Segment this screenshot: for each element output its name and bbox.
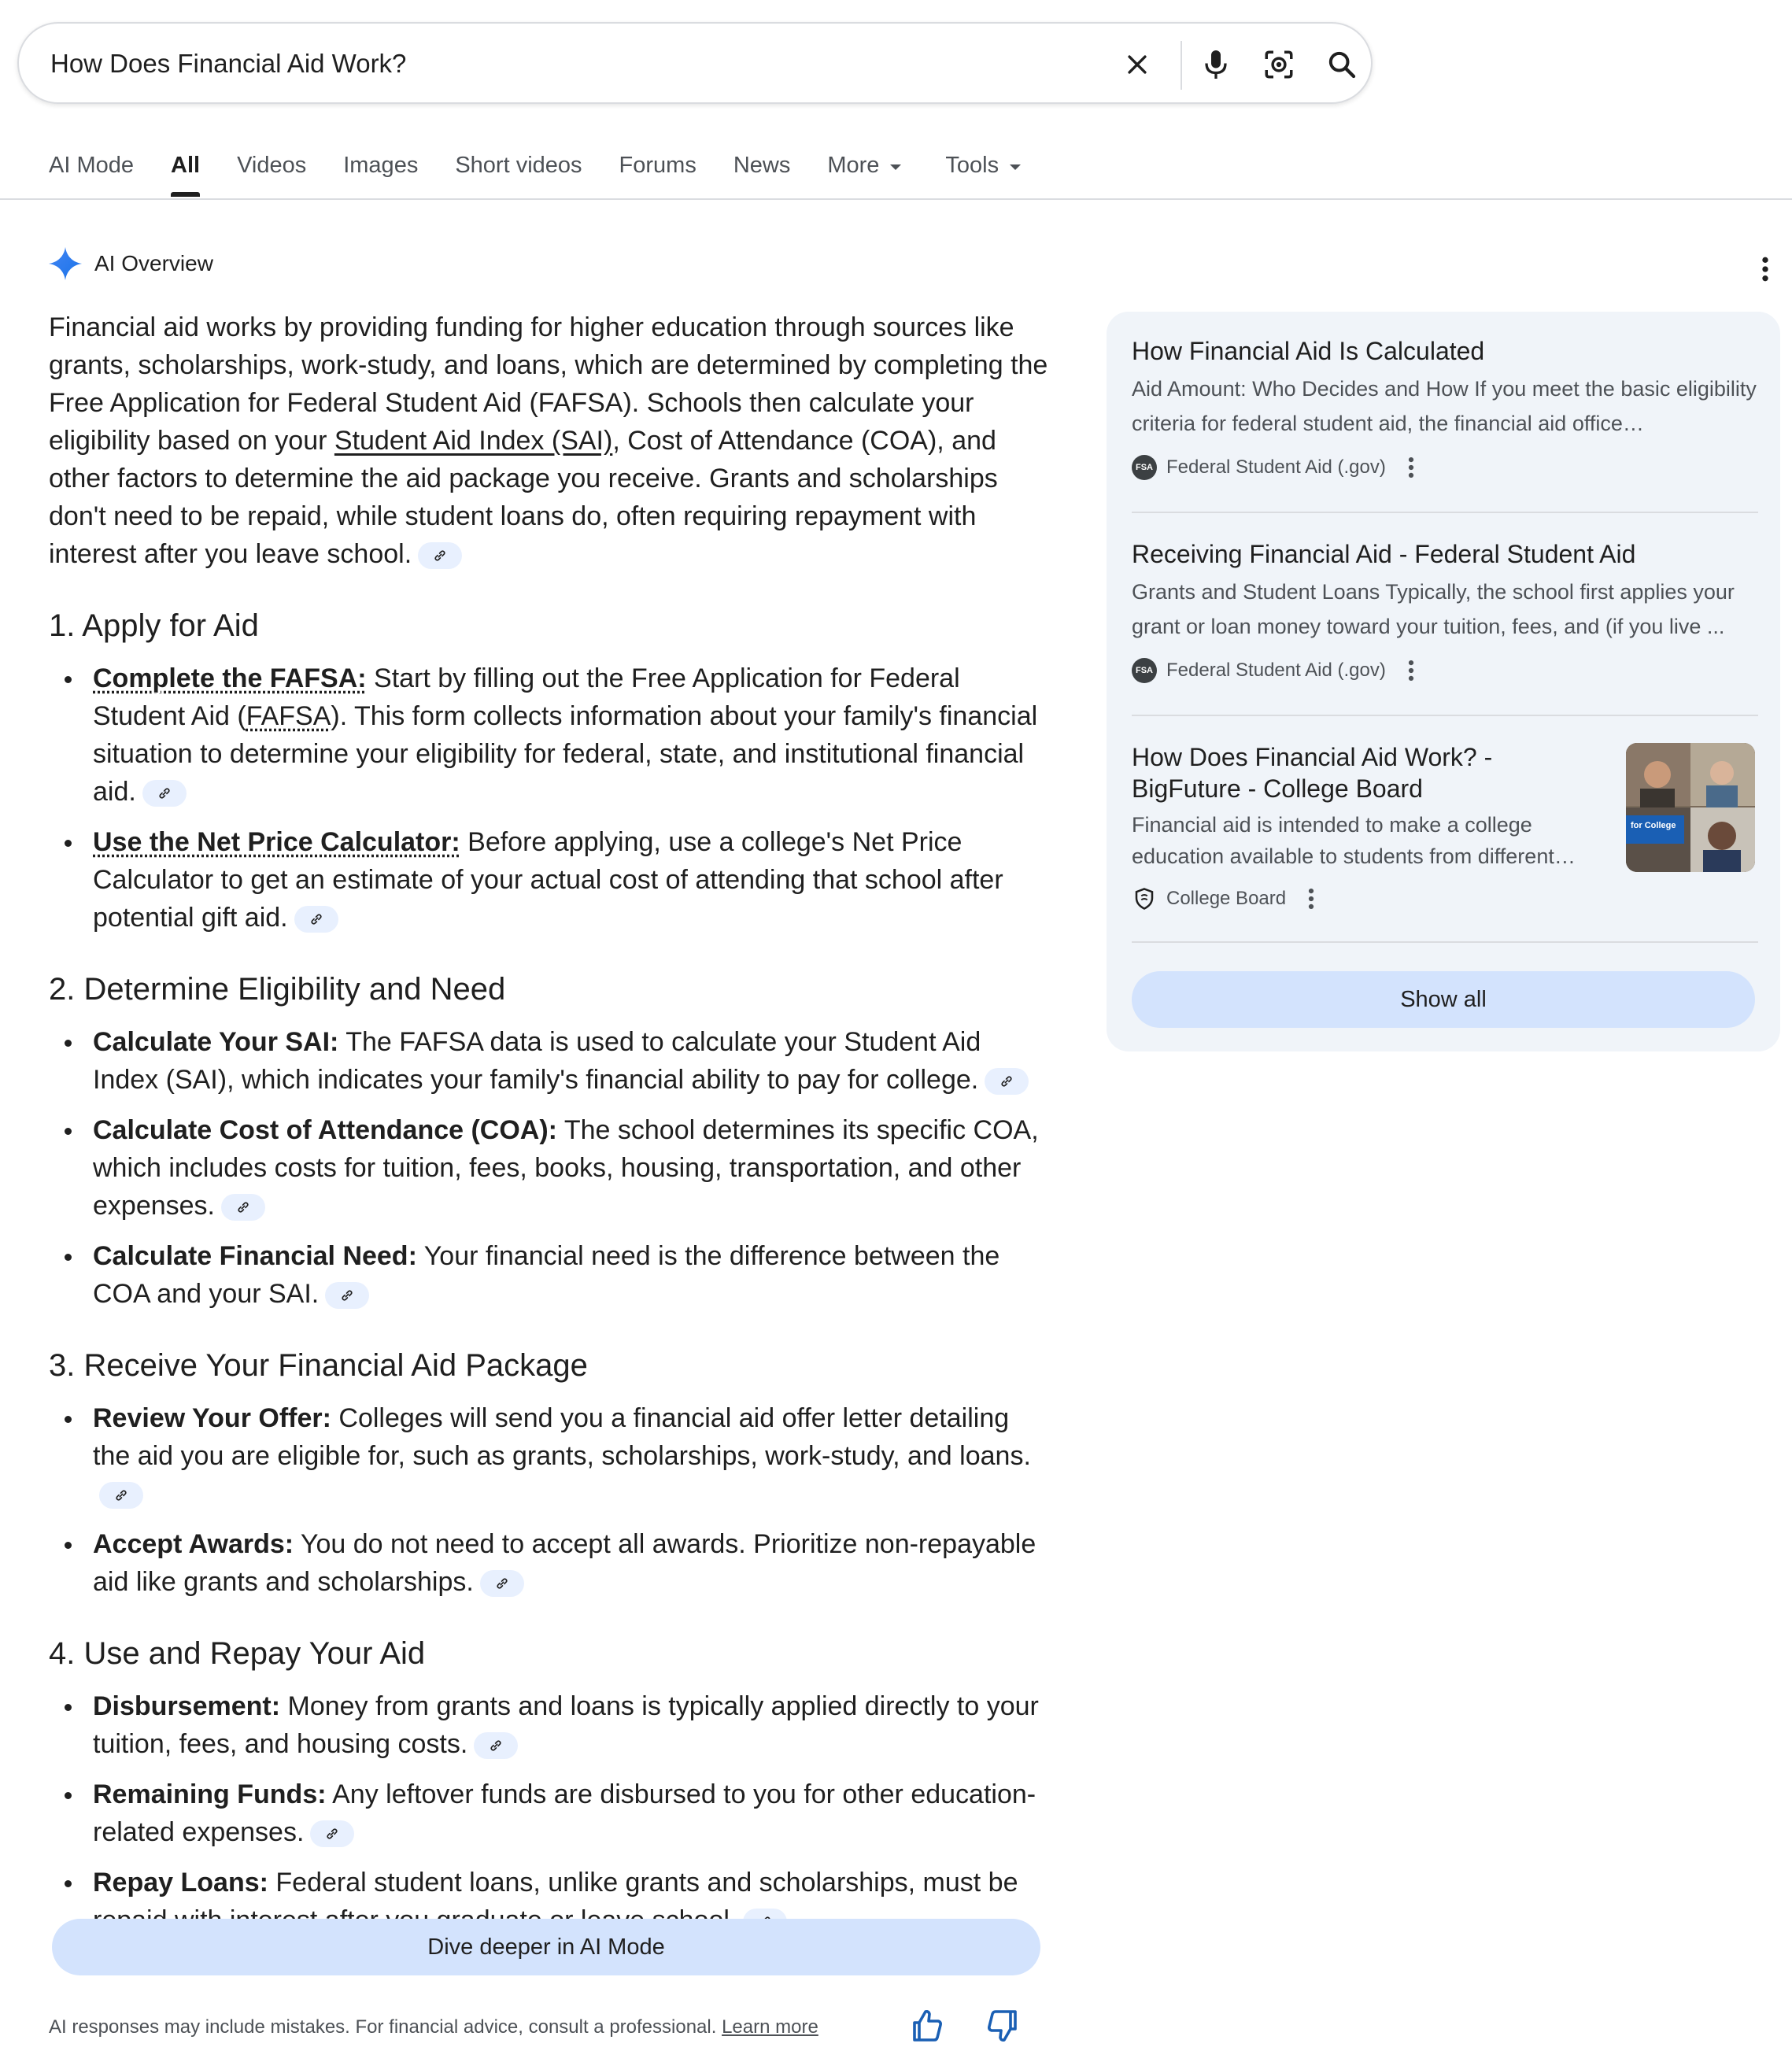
source-card[interactable]	[1132, 741, 1604, 915]
thumbnail-caption: for College	[1631, 821, 1676, 830]
term-link[interactable]: Complete the FAFSA:	[93, 663, 367, 693]
video-thumbnail[interactable]	[1626, 743, 1755, 872]
source-divider	[1132, 512, 1758, 513]
list-item: Remaining Funds: Any leftover funds are disbursed to you for other education-related expenses.	[49, 1776, 1048, 1851]
source-site: Federal Student Aid (.gov)	[1166, 456, 1386, 478]
source-snippet: Financial aid is intended to make a college education available to students from different…	[1132, 813, 1576, 868]
term-label: Disbursement:	[93, 1691, 281, 1721]
citation-link-icon[interactable]	[418, 542, 462, 569]
section-heading: 1. Apply for Aid	[49, 608, 259, 643]
fafsa-link[interactable]: FAFSA	[246, 701, 331, 731]
term-label: Review Your Offer:	[93, 1403, 331, 1433]
citation-link-icon[interactable]	[474, 1732, 518, 1759]
source-title[interactable]: Receiving Financial Aid - Federal Student Aid	[1132, 540, 1636, 568]
section-list	[49, 1399, 1048, 1601]
dive-deeper-button[interactable]: Dive deeper in AI Mode	[52, 1919, 1040, 1975]
source-title[interactable]: How Financial Aid Is Calculated	[1132, 337, 1485, 365]
source-meta	[1132, 655, 1758, 686]
source-title[interactable]: How Does Financial Aid Work? - BigFuture - College Board	[1132, 743, 1493, 803]
section-heading: 3. Receive Your Financial Aid Package	[49, 1348, 588, 1383]
tab-news[interactable]: News	[733, 153, 791, 178]
citation-link-icon[interactable]	[310, 1820, 354, 1847]
citation-link-icon[interactable]	[294, 906, 338, 933]
search-divider	[1181, 41, 1182, 90]
tab-all[interactable]: All	[171, 134, 200, 197]
citation-link-icon[interactable]	[985, 1068, 1029, 1095]
thumbs-up-icon[interactable]	[908, 2007, 946, 2045]
list-item: Complete the FAFSA: Start by filling out the Free Application for Federal Student Aid (FAFSA). This form collects information about your family's financial situation to determine your eligibility for federal, state, and institutional financial aid.	[49, 660, 1048, 811]
overview-intro: Financial aid works by providing funding for higher education through sources like grants, scholarships, work-study, and loans, which are determined by completing the Free Application for Federal Student Aid (FAFSA). Schools then calculate your eligibility based on your Student Aid Index (SAI), Cost of Attendance (COA), and other factors to determine the aid package you receive. Grants and scholarships don't need to be repaid, while student loans do, often requiring repayment with interest after you leave school.	[49, 312, 1048, 569]
ai-disclaimer: AI responses may include mistakes. For financial advice, consult a professional. Learn more	[49, 2016, 818, 2038]
tab-short-videos[interactable]: Short videos	[455, 153, 582, 178]
section-heading: 4. Use and Repay Your Aid	[49, 1636, 426, 1671]
list-item: Repay Loans: Federal student loans, unlike grants and scholarships, must be	[49, 1864, 1048, 1939]
list-item: Calculate Financial Need: Your financial need is the difference between the COA and your SAI.	[49, 1237, 1048, 1313]
citation-link-icon[interactable]	[221, 1194, 265, 1221]
list-item: Disbursement: Money from grants and loans is typically applied directly to your tuition, fees, and housing costs.	[49, 1687, 1048, 1763]
search-input[interactable]	[50, 41, 1089, 87]
source-snippet: Grants and Student Loans Typically, the school first applies your grant or loan money toward your tuition, fees, and (if you live ...	[1132, 580, 1735, 638]
more-options-icon[interactable]	[1403, 454, 1419, 481]
source-site: Federal Student Aid (.gov)	[1166, 660, 1386, 681]
section-list	[49, 1023, 1048, 1313]
tab-ai-mode[interactable]: AI Mode	[49, 153, 134, 178]
search-bar	[17, 22, 1373, 104]
citation-link-icon[interactable]	[99, 1482, 143, 1509]
microphone-icon[interactable]	[1195, 43, 1237, 86]
term-label: Repay Loans:	[93, 1868, 268, 1898]
source-meta	[1132, 883, 1604, 915]
gemini-sparkle-icon	[47, 246, 83, 282]
search-tabs	[49, 134, 1058, 197]
section-heading: 2. Determine Eligibility and Need	[49, 972, 506, 1007]
sources-panel	[1107, 312, 1780, 1051]
citation-link-icon[interactable]	[142, 780, 187, 807]
college-board-icon	[1132, 886, 1157, 911]
list-item: Use the Net Price Calculator: Before applying, use a college's Net Price Calculator to get an estimate of your actual cost of attending that school after potential gift aid.	[49, 823, 1048, 937]
learn-more-link[interactable]: Learn more	[722, 2016, 818, 2038]
caret-down-icon	[890, 164, 901, 170]
source-snippet: Aid Amount: Who Decides and How If you meet the basic eligibility criteria for federal student aid, the financial aid office…	[1132, 377, 1757, 435]
search-icon[interactable]	[1321, 43, 1363, 86]
list-item: Calculate Cost of Attendance (COA): The school determines its specific COA, which includes costs for tuition, fees, books, housing, transportation, and other expenses.	[49, 1111, 1048, 1225]
lens-icon[interactable]	[1258, 43, 1300, 86]
list-item: Calculate Your SAI: The FAFSA data is used to calculate your Student Aid Index (SAI), which indicates your family's financial ability to pay for college.	[49, 1023, 1048, 1099]
term-label: Calculate Financial Need:	[93, 1241, 417, 1271]
source-site: College Board	[1166, 888, 1287, 909]
tab-videos[interactable]: Videos	[237, 153, 307, 178]
tab-more[interactable]: More	[827, 134, 901, 197]
term-link[interactable]: Use the Net Price Calculator:	[93, 827, 460, 857]
citation-link-icon[interactable]	[480, 1570, 524, 1597]
term-label: Remaining Funds:	[93, 1779, 327, 1809]
section-list	[49, 1687, 1048, 1939]
source-card[interactable]	[1132, 335, 1758, 483]
source-card[interactable]	[1132, 538, 1758, 686]
section-list	[49, 660, 1048, 937]
source-divider	[1132, 715, 1758, 716]
tab-forums[interactable]: Forums	[619, 153, 696, 178]
show-all-button[interactable]: Show all	[1132, 971, 1755, 1028]
more-options-icon[interactable]	[1403, 657, 1419, 684]
term-label: Calculate Cost of Attendance (COA):	[93, 1115, 558, 1145]
close-icon[interactable]	[1116, 43, 1158, 86]
list-item: Review Your Offer: Colleges will send you a financial aid offer letter detailing the aid you are eligible for, such as grants, scholarships, work-study, and loans.	[49, 1399, 1048, 1513]
tab-images[interactable]: Images	[343, 153, 419, 178]
source-meta	[1132, 452, 1758, 483]
citation-link-icon[interactable]	[325, 1282, 369, 1309]
list-item: Accept Awards: You do not need to accept all awards. Prioritize non-repayable aid like grants and scholarships.	[49, 1525, 1048, 1601]
tabs-divider	[0, 198, 1792, 200]
thumbs-down-icon[interactable]	[984, 2007, 1022, 2045]
sai-link[interactable]: Student Aid Index (SAI)	[334, 426, 613, 456]
tab-tools[interactable]: Tools	[945, 134, 1021, 197]
term-label: Calculate Your SAI:	[93, 1027, 339, 1057]
more-options-icon[interactable]	[1753, 253, 1777, 285]
caret-down-icon	[1010, 164, 1021, 170]
ai-overview-content	[49, 309, 1048, 1939]
fsa-favicon: FSA	[1132, 658, 1157, 683]
term-label: Accept Awards:	[93, 1529, 294, 1559]
more-options-icon[interactable]	[1303, 885, 1319, 912]
ai-overview-header	[47, 246, 213, 282]
ai-overview-title: AI Overview	[94, 251, 213, 275]
source-divider	[1132, 941, 1758, 943]
fsa-favicon: FSA	[1132, 455, 1157, 480]
